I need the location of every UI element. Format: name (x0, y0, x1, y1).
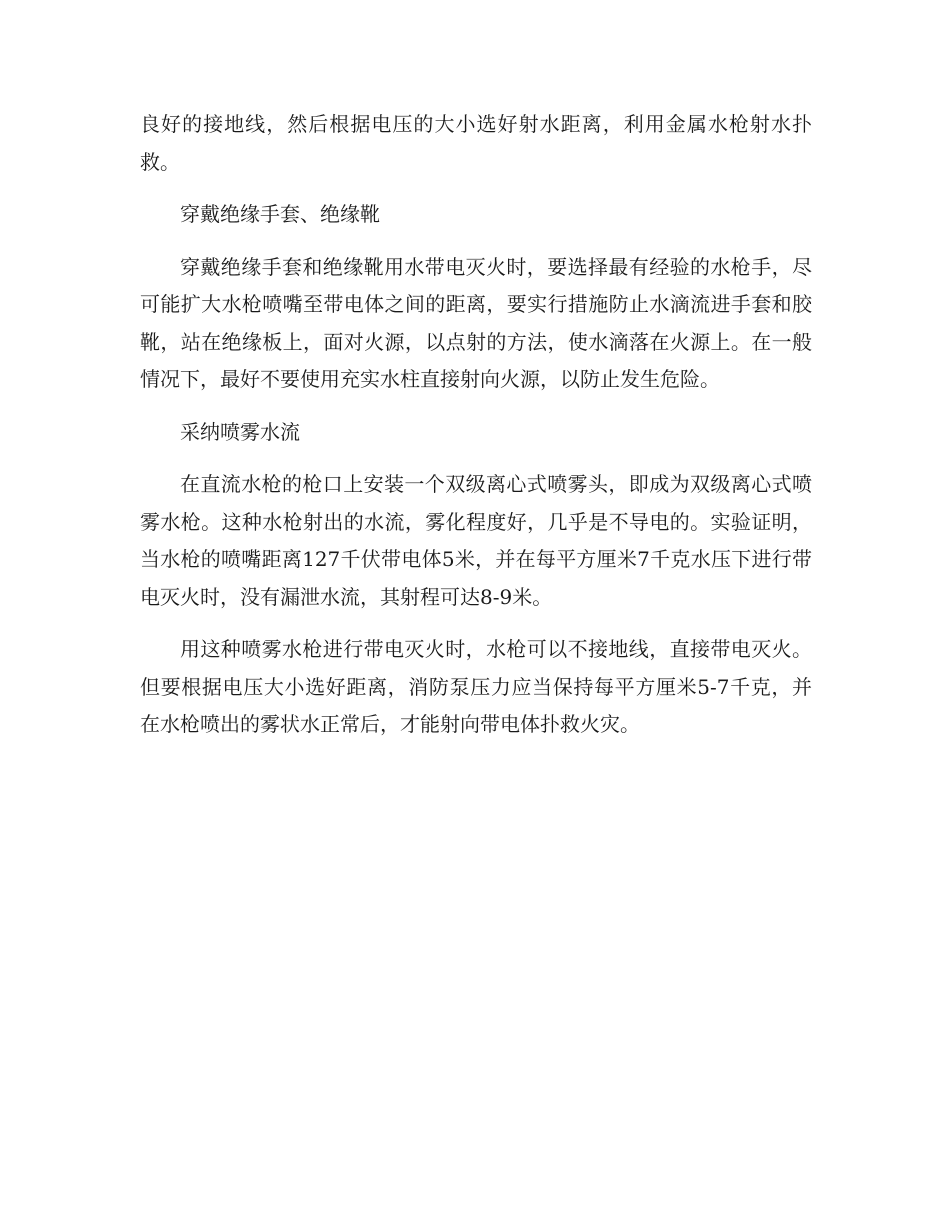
paragraph-continuation: 良好的接地线，然后根据电压的大小选好射水距离，利用金属水枪射水扑救。 (140, 112, 812, 174)
section-heading-insulated-gear: 穿戴绝缘手套、绝缘靴 (180, 202, 380, 226)
section-heading-spray-stream: 采纳喷雾水流 (180, 419, 300, 444)
paragraph-insulated-gear: 穿戴绝缘手套和绝缘靴用水带电灭火时，要选择最有经验的水枪手，尽可能扩大水枪喷嘴至带电体之间的距离，要实行措施防止水滴流进手套和胶靴，站在绝缘板上，面对火源，以点射的方法，使水滴落在火源上。在一般情况下，最好不要使用充实水柱直接射向火源，以防止发生危险。 (140, 254, 812, 391)
paragraph-spray-nozzle: 在直流水枪的枪口上安装一个双级离心式喷雾头，即成为双级离心式喷雾水枪。这种水枪射出的水流，雾化程度好，几乎是不导电的。实验证明，当水枪的喷嘴距离127千伏带电体5米，并在每平方厘米7千克水压下进行带电灭火时，没有漏泄水流，其射程可达8-9米。 (140, 472, 812, 609)
paragraph-spray-usage: 用这种喷雾水枪进行带电灭火时，水枪可以不接地线，直接带电灭火。但要根据电压大小选好距离，消防泵压力应当保持每平方厘米5-7千克，并在水枪喷出的雾状水正常后，才能射向带电体扑救火灾。 (140, 637, 812, 736)
document-body (140, 106, 812, 759)
